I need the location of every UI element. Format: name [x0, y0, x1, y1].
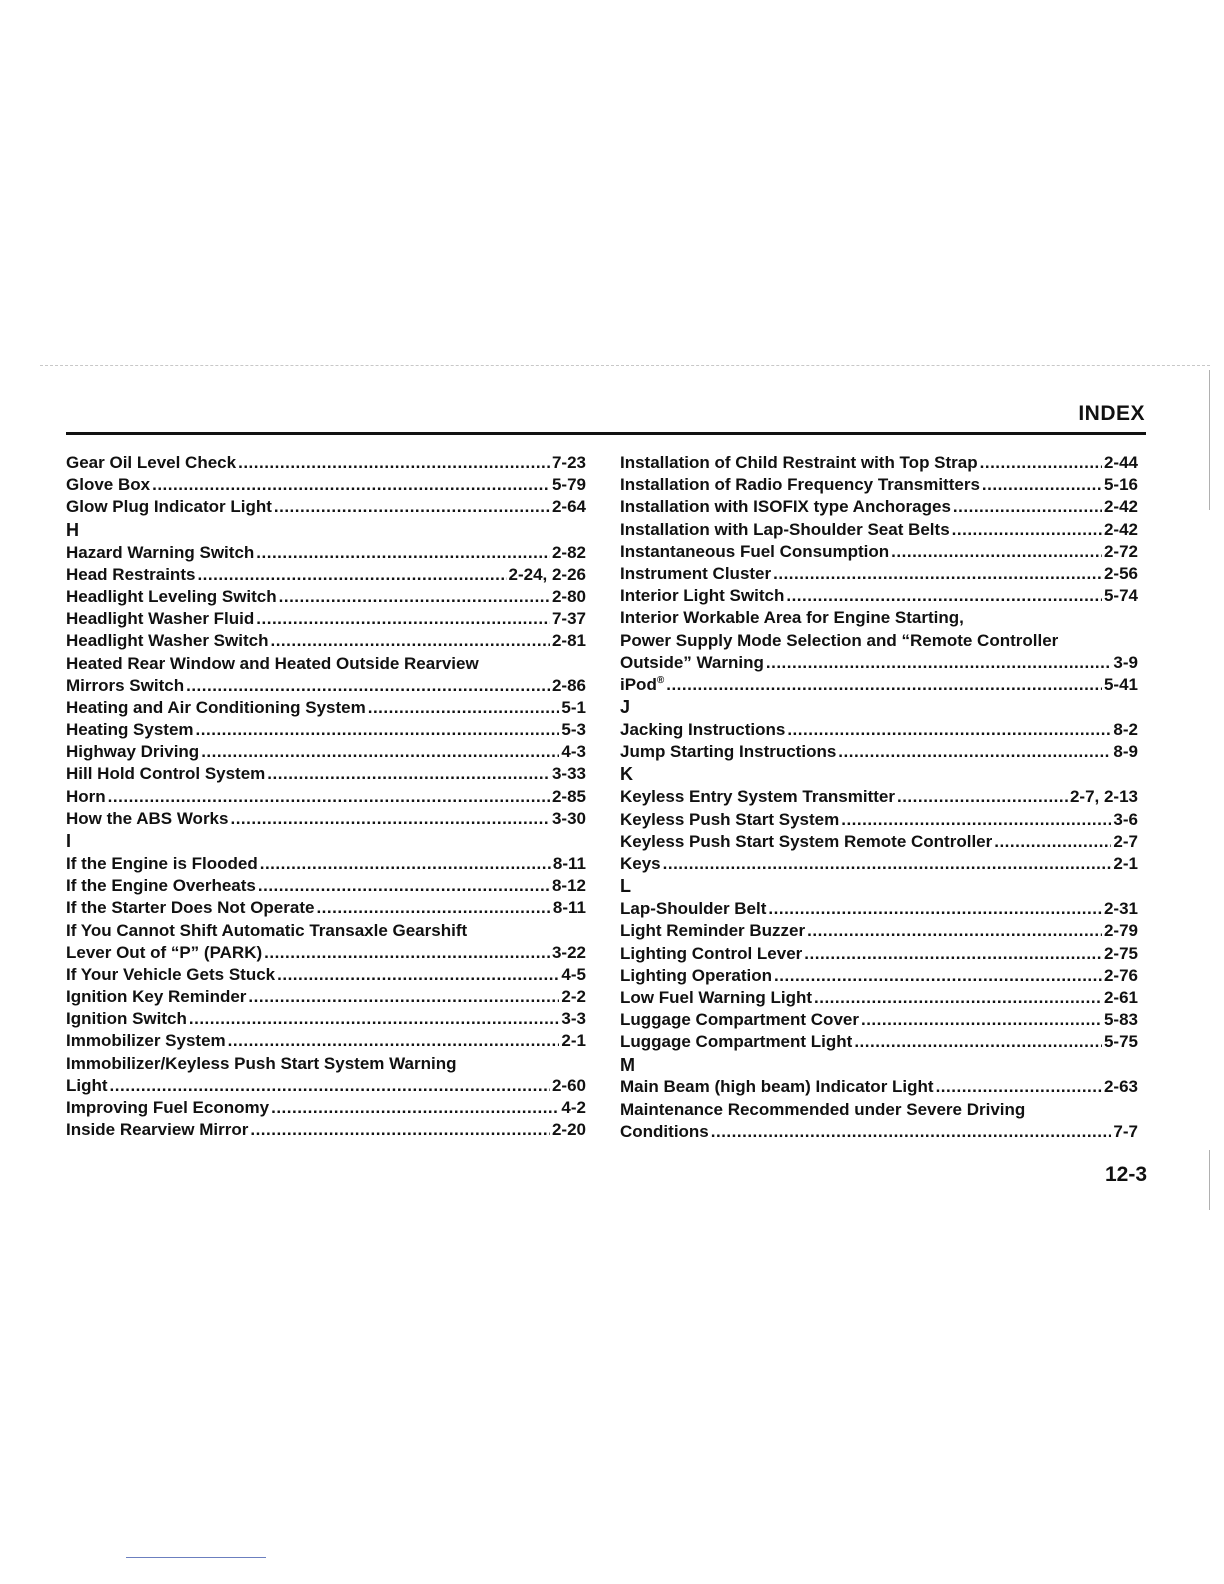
index-entry: [620, 496, 1138, 518]
dot-leader: [270, 630, 550, 652]
index-term: [620, 987, 812, 1009]
index-page-ref: 5-79: [551, 475, 586, 495]
index-entry-line: If You Cannot Shift Automatic Transaxle Gearshift: [66, 920, 468, 940]
index-entry: [66, 608, 586, 630]
dot-leader: [196, 719, 560, 741]
index-entry: [66, 564, 586, 586]
dot-leader: [110, 1075, 550, 1097]
index-term: [620, 541, 889, 563]
index-term: [620, 920, 805, 942]
dot-leader: [256, 608, 550, 630]
index-page-ref: 2-1: [1113, 853, 1138, 873]
dot-leader: [666, 674, 1102, 696]
dot-leader: [152, 474, 550, 496]
index-term-text: Highway Driving: [66, 742, 200, 762]
dot-leader: [316, 897, 550, 919]
index-term: [620, 943, 802, 965]
index-term: [66, 564, 195, 586]
index-section-letter: J: [620, 697, 631, 718]
dot-leader: [197, 564, 506, 586]
index-term-text: Keyless Entry System Transmitter: [620, 787, 895, 807]
index-term: [66, 875, 256, 897]
dot-leader: [248, 986, 559, 1008]
index-term: [620, 965, 772, 987]
index-term: [66, 1008, 187, 1030]
index-page-ref: 5-1: [561, 697, 586, 717]
index-term-text: Mirrors Switch: [66, 675, 185, 695]
index-page-ref: 5-41: [1103, 674, 1138, 694]
index-page-ref: 8-2: [1113, 720, 1138, 740]
index-term-text: If the Engine is Flooded: [66, 853, 258, 873]
index-term: [620, 831, 992, 853]
index-page-ref: 2-20: [551, 1120, 586, 1140]
dot-leader: [854, 1031, 1102, 1053]
index-page-ref: 2-72: [1103, 541, 1138, 561]
dot-leader: [274, 496, 550, 518]
index-entry: [66, 1031, 586, 1053]
index-page-ref: 8-11: [552, 853, 586, 873]
index-term-text: Horn: [66, 786, 106, 806]
index-term: [620, 1009, 859, 1031]
index-term: [66, 942, 262, 964]
dot-leader: [841, 809, 1111, 831]
index-term: [66, 1030, 226, 1052]
index-entry: [66, 452, 586, 474]
index-term: [66, 719, 194, 741]
index-term: [620, 741, 836, 763]
dot-leader: [982, 474, 1102, 496]
dot-leader: [838, 741, 1111, 763]
index-term: [66, 608, 254, 630]
index-term-text: Conditions: [620, 1121, 709, 1141]
index-entry: [620, 541, 1138, 563]
index-page-ref: 2-86: [551, 675, 586, 695]
index-term-text: Ignition Key Reminder: [66, 987, 247, 1007]
index-term-text: Ignition Switch: [66, 1009, 187, 1029]
dot-leader: [980, 452, 1102, 474]
index-page-ref: 5-83: [1103, 1010, 1138, 1030]
index-term: [620, 719, 785, 741]
index-page-ref: 3-3: [561, 1009, 586, 1029]
index-term: [620, 898, 766, 920]
dot-leader: [786, 585, 1102, 607]
dot-leader: [774, 965, 1102, 987]
index-term-text: Lighting Control Lever: [620, 943, 803, 963]
index-term-text: Installation of Child Restraint with Top Strap: [620, 452, 978, 472]
index-page-ref: 2-75: [1103, 943, 1138, 963]
dot-leader: [250, 1119, 550, 1141]
dot-leader: [201, 741, 559, 763]
index-term: [620, 786, 895, 808]
index-entry-line: Interior Workable Area for Engine Starting,: [620, 608, 964, 628]
index-entry-line: Heated Rear Window and Heated Outside Rearview: [66, 653, 479, 673]
index-term-text: Glow Plug Indicator Light: [66, 497, 272, 517]
index-column-left: [66, 452, 586, 1141]
dot-leader: [368, 697, 560, 719]
index-entry: [66, 474, 586, 496]
index-column-right: [620, 452, 1138, 1143]
index-page-ref: 3-22: [551, 942, 586, 962]
index-page-ref: 8-11: [552, 898, 586, 918]
footer-rule: [126, 1557, 266, 1558]
index-term-text: Jacking Instructions: [620, 720, 786, 740]
index-page-ref: 5-16: [1103, 475, 1138, 495]
index-term: [620, 853, 661, 875]
index-entry: [620, 831, 1138, 853]
index-entry: [66, 586, 586, 608]
index-term-text: How the ABS Works: [66, 808, 229, 828]
index-page-ref: 2-56: [1103, 563, 1138, 583]
registered-mark: ®: [656, 674, 665, 686]
index-entry: [66, 697, 586, 719]
index-term-text: Hill Hold Control System: [66, 764, 266, 784]
index-entry: [620, 965, 1138, 987]
index-page-ref: 2-82: [551, 542, 586, 562]
index-section-letter: I: [66, 831, 72, 851]
index-page-ref: 7-37: [551, 609, 586, 629]
index-section-letter: M: [620, 1054, 635, 1075]
index-page-ref: 3-33: [551, 764, 586, 784]
index-entry: [620, 452, 1138, 474]
index-term: [620, 519, 950, 541]
index-term: [66, 897, 314, 919]
dot-leader: [279, 586, 550, 608]
index-entry: [620, 786, 1138, 808]
index-entry: [66, 875, 586, 897]
index-page-ref: 8-9: [1113, 742, 1138, 762]
page-title: INDEX: [1078, 402, 1145, 425]
index-page-ref: 2-61: [1103, 987, 1138, 1007]
index-page-ref: 2-63: [1103, 1077, 1138, 1097]
index-term: [66, 452, 236, 474]
index-term-text: Heating and Air Conditioning System: [66, 697, 366, 717]
index-entry: [620, 809, 1138, 831]
index-term: [66, 786, 106, 808]
index-term: [620, 1121, 709, 1143]
index-entry: [620, 474, 1138, 496]
index-page-ref: 8-12: [551, 876, 586, 896]
dot-leader: [952, 519, 1102, 541]
dot-leader: [787, 719, 1111, 741]
index-entry: [620, 674, 1138, 696]
index-page-ref: 2-7: [1113, 831, 1138, 851]
index-entry: [66, 942, 586, 964]
index-entry: [66, 719, 586, 741]
index-entry: [66, 964, 586, 986]
index-term-text: Head Restraints: [66, 564, 196, 584]
index-page-ref: 2-60: [551, 1075, 586, 1095]
index-page-ref: 2-42: [1103, 497, 1138, 517]
index-term: [620, 1076, 934, 1098]
index-entry: [620, 563, 1138, 585]
index-term-text: Keyless Push Start System: [620, 809, 840, 829]
index-term: [66, 542, 254, 564]
index-term: [620, 563, 771, 585]
index-entry: [66, 808, 586, 830]
index-term: [66, 630, 268, 652]
index-term-text: Heating System: [66, 720, 194, 740]
dot-leader: [264, 942, 550, 964]
dot-leader: [230, 808, 550, 830]
dot-leader: [953, 496, 1102, 518]
index-entry: [66, 542, 586, 564]
index-section-letter: L: [620, 876, 631, 897]
index-entry: [620, 652, 1138, 674]
index-term-text: Light: [66, 1075, 108, 1095]
index-term-text: Light Reminder Buzzer: [620, 921, 806, 941]
index-term: [66, 964, 275, 986]
index-entry: [66, 986, 586, 1008]
index-term: [66, 1119, 248, 1141]
index-entry: [620, 585, 1138, 607]
index-page-ref: 2-1: [561, 1031, 586, 1051]
index-term: [66, 496, 272, 518]
index-entry-line: Maintenance Recommended under Severe Driving: [620, 1099, 1026, 1119]
index-term: [620, 1031, 852, 1053]
index-page-ref: 2-76: [1103, 965, 1138, 985]
index-page-ref: 2-81: [551, 631, 586, 651]
index-entry: [66, 897, 586, 919]
index-term-text: iPod: [620, 674, 657, 694]
index-term: [620, 474, 980, 496]
index-page-ref: 7-7: [1113, 1121, 1138, 1141]
index-page-ref: 2-64: [551, 497, 586, 517]
index-entry: [66, 1008, 586, 1030]
page-number: 12-3: [1104, 1163, 1147, 1186]
dot-leader: [768, 898, 1102, 920]
index-term-text: Glove Box: [66, 475, 151, 495]
index-entry: [620, 920, 1138, 942]
index-page-ref: 2-42: [1103, 519, 1138, 539]
index-entry: [66, 1075, 586, 1097]
index-entry: [66, 630, 586, 652]
index-term-text: Headlight Washer Fluid: [66, 609, 255, 629]
index-term: [66, 1075, 108, 1097]
dot-leader: [256, 542, 550, 564]
index-page-ref: 2-24, 2-26: [508, 564, 586, 584]
header-rule: [66, 432, 1146, 435]
index-term-text: Interior Light Switch: [620, 586, 785, 606]
index-page-ref: 2-7, 2-13: [1069, 787, 1138, 807]
index-term: [66, 808, 228, 830]
page-edge: [1209, 1150, 1210, 1210]
index-term: [66, 697, 366, 719]
dot-leader: [804, 943, 1102, 965]
index-term-text: If the Engine Overheats: [66, 876, 256, 896]
index-term-text: Headlight Leveling Switch: [66, 586, 277, 606]
index-page-ref: 2-44: [1103, 452, 1138, 472]
index-entry: [620, 1077, 1138, 1099]
dot-leader: [807, 920, 1102, 942]
index-page-ref: 2-31: [1103, 899, 1138, 919]
index-page-ref: 5-74: [1103, 586, 1138, 606]
index-entry: [66, 853, 586, 875]
index-term-text: Jump Starting Instructions: [620, 742, 837, 762]
index-entry: [66, 1097, 586, 1119]
index-term-text: Keys: [620, 853, 661, 873]
index-term: [620, 496, 951, 518]
index-term-text: Improving Fuel Economy: [66, 1098, 270, 1118]
index-entry: [620, 853, 1138, 875]
index-page-ref: 2-80: [551, 586, 586, 606]
dot-leader: [267, 763, 550, 785]
index-term-text: Headlight Washer Switch: [66, 631, 269, 651]
index-term: [66, 853, 258, 875]
index-term-text: Inside Rearview Mirror: [66, 1120, 249, 1140]
dot-leader: [711, 1121, 1112, 1143]
index-term-text: If the Starter Does Not Operate: [66, 898, 315, 918]
index-page-ref: 3-9: [1113, 652, 1138, 672]
dot-leader: [814, 987, 1102, 1009]
index-term-text: Luggage Compartment Light: [620, 1032, 853, 1052]
dot-leader: [271, 1097, 559, 1119]
index-term-text: Installation with Lap-Shoulder Seat Belts: [620, 519, 950, 539]
index-term-text: Hazard Warning Switch: [66, 542, 255, 562]
index-entry: [620, 987, 1138, 1009]
dot-leader: [897, 786, 1068, 808]
index-entry: [66, 763, 586, 785]
dot-leader: [277, 964, 559, 986]
index-term-text: Instrument Cluster: [620, 563, 772, 583]
index-page-ref: 5-75: [1103, 1032, 1138, 1052]
index-page-ref: 2-2: [561, 987, 586, 1007]
index-page-ref: 4-2: [561, 1098, 586, 1118]
index-section-letter: K: [620, 764, 633, 785]
index-term-text: Luggage Compartment Cover: [620, 1010, 859, 1030]
index-entry: [66, 1119, 586, 1141]
index-term: [66, 986, 246, 1008]
index-page-ref: 7-23: [551, 452, 586, 472]
index-page-ref: 4-5: [561, 964, 586, 984]
index-entry-line: Power Supply Mode Selection and “Remote Controller: [620, 630, 1059, 650]
dot-leader: [861, 1009, 1102, 1031]
dot-leader: [228, 1030, 560, 1052]
index-term: [66, 763, 265, 785]
dot-leader: [994, 831, 1111, 853]
index-entry: [620, 898, 1138, 920]
index-term-text: Instantaneous Fuel Consumption: [620, 541, 890, 561]
index-term: [66, 474, 150, 496]
index-entry: [620, 1031, 1138, 1053]
index-entry: [620, 943, 1138, 965]
index-entry: [66, 786, 586, 808]
index-term: [66, 741, 199, 763]
dot-leader: [189, 1008, 560, 1030]
index-term: [66, 586, 277, 608]
index-entry: [620, 741, 1138, 763]
index-term: [66, 1097, 269, 1119]
index-section-letter: H: [66, 519, 79, 540]
dot-leader: [663, 853, 1112, 875]
index-term: [620, 652, 764, 674]
index-term-text: Lap-Shoulder Belt: [620, 899, 767, 919]
scan-artifact-line: [40, 365, 1210, 366]
index-term-text: Outside” Warning: [620, 652, 764, 672]
index-entry: [620, 1009, 1138, 1031]
index-entry: [66, 741, 586, 763]
dot-leader: [238, 452, 550, 474]
index-page-ref: 3-30: [551, 808, 586, 828]
page-edge: [1209, 370, 1210, 510]
index-entry: [620, 1121, 1138, 1143]
index-term-text: Keyless Push Start System Remote Controller: [620, 831, 993, 851]
index-term: [620, 674, 664, 696]
index-term: [620, 585, 784, 607]
index-entry: [620, 519, 1138, 541]
index-term: [620, 452, 978, 474]
index-term-text: Installation of Radio Frequency Transmitters: [620, 475, 980, 495]
dot-leader: [773, 563, 1102, 585]
index-entry: [66, 496, 586, 518]
index-entry-line: Immobilizer/Keyless Push Start System Warning: [66, 1053, 457, 1073]
index-entry: [66, 675, 586, 697]
index-entry: [620, 719, 1138, 741]
index-term: [66, 675, 184, 697]
index-page-ref: 5-3: [561, 720, 586, 740]
dot-leader: [260, 853, 551, 875]
index-term-text: If Your Vehicle Gets Stuck: [66, 964, 276, 984]
index-term-text: Lever Out of “P” (PARK): [66, 942, 263, 962]
index-term-text: Gear Oil Level Check: [66, 452, 237, 472]
index-term-text: Main Beam (high beam) Indicator Light: [620, 1077, 934, 1097]
dot-leader: [186, 675, 550, 697]
dot-leader: [891, 541, 1102, 563]
index-page-ref: 2-79: [1103, 921, 1138, 941]
dot-leader: [258, 875, 550, 897]
index-term: [620, 809, 839, 831]
dot-leader: [936, 1076, 1102, 1098]
index-page-ref: 3-6: [1113, 809, 1138, 829]
index-term-text: Immobilizer System: [66, 1031, 226, 1051]
dot-leader: [766, 652, 1112, 674]
index-term-text: Installation with ISOFIX type Anchorages: [620, 497, 951, 517]
index-term-text: Low Fuel Warning Light: [620, 987, 813, 1007]
index-page-ref: 2-85: [551, 786, 586, 806]
index-term-text: Lighting Operation: [620, 965, 773, 985]
dot-leader: [108, 786, 550, 808]
index-page-ref: 4-3: [561, 742, 586, 762]
